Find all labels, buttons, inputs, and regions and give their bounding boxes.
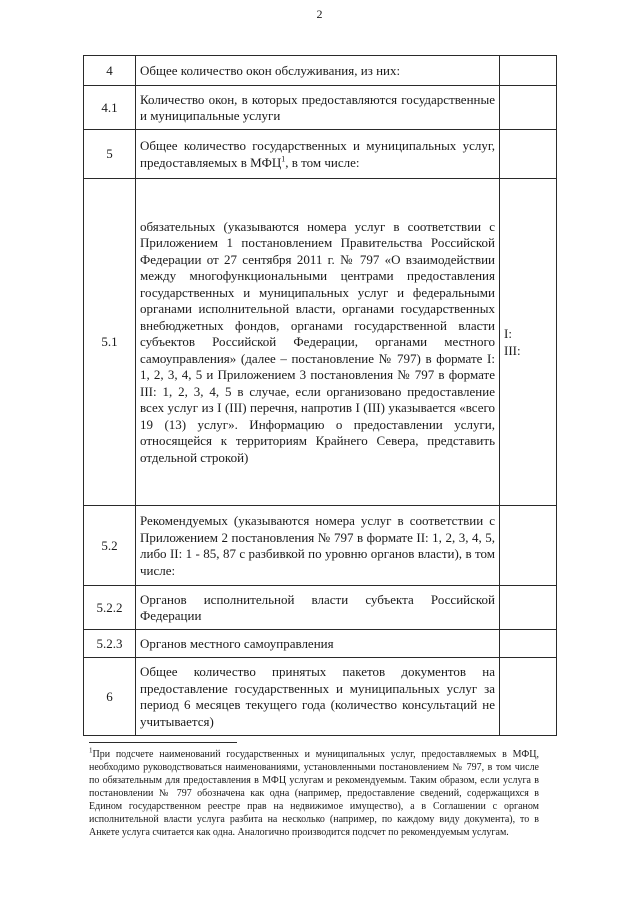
row-number: 6 [84, 658, 136, 736]
row-value-cell[interactable] [500, 56, 557, 86]
footnote-reference: 1 [281, 154, 286, 164]
row-description-text-tail: , в том числе: [285, 154, 360, 170]
row-value-cell[interactable] [500, 130, 557, 179]
format-i-label: I: [504, 326, 512, 341]
row-value-cell[interactable] [500, 179, 557, 506]
row-description: Органов исполнительной власти субъекта Российской Федерации [136, 586, 500, 630]
footnote-separator [89, 742, 237, 743]
survey-table [83, 55, 557, 736]
footnote [89, 748, 539, 839]
row-description: Органов местного самоуправления [136, 630, 500, 658]
row-value-cell[interactable] [500, 506, 557, 586]
table-row-4 [84, 56, 557, 86]
footnote-text: При подсчете наименований государственных и муниципальных услуг, предоставляемых в МФЦ, необходимо руководствоваться наименованиями, установленными постановлением № 797, в том числе по обязательным для предоставления в МФЦ услугам и рекомендуемым. Таким образом, если услуга в постановлении № 797 обозначена как одна (например, предоставление сведений, содержащихся в Едином государственном реестре прав на недвижимое имущество), а в Соглашении с органом исполнительной власти услуга разбита на несколько (например, по каждому виду документа), то в Анкете услуга считается как одна. Аналогично производится подсчет по рекомендуемым услугам. [89, 749, 539, 838]
row-description: Общее количество окон обслуживания, из них: [136, 56, 500, 86]
row-number: 5 [84, 130, 136, 179]
table-row-5-1 [84, 179, 557, 506]
table-row-5-2-3 [84, 630, 557, 658]
row-number: 5.2.3 [84, 630, 136, 658]
row-value-cell[interactable] [500, 658, 557, 736]
table-row-4-1 [84, 86, 557, 130]
row-description: Общее количество принятых пакетов документов на предоставление государственных и муниципальных услуг за период 6 месяцев текущего года (количество консультаций не учитывается) [136, 658, 500, 736]
row-number: 5.1 [84, 179, 136, 506]
table-row-6 [84, 658, 557, 736]
table-row-5 [84, 130, 557, 179]
row-description [136, 130, 500, 179]
row-value-cell[interactable] [500, 586, 557, 630]
row-description: Рекомендуемых (указываются номера услуг в соответствии с Приложением 2 постановления № 797 в формате II: 1, 2, 3, 4, 5, либо II: 1 - 85, 87 с разбивкой по уровню органов власти), в том числе: [136, 506, 500, 586]
format-iii-label: III: [504, 342, 521, 358]
footnote-marker: 1 [89, 746, 93, 755]
table-row-5-2 [84, 506, 557, 586]
row-number: 4 [84, 56, 136, 86]
row-number: 5.2 [84, 506, 136, 586]
table-row-5-2-2 [84, 586, 557, 630]
row-description: Количество окон, в которых предоставляются государственные и муниципальные услуги [136, 86, 500, 130]
row-value-cell[interactable] [500, 86, 557, 130]
row-description-text: Общее количество государственных и муниципальных услуг, предоставляемых в МФЦ [140, 138, 495, 170]
row-number: 5.2.2 [84, 586, 136, 630]
row-number: 4.1 [84, 86, 136, 130]
row-description: обязательных (указываются номера услуг в соответствии с Приложением 1 постановлением Правительства Российской Федерации от 27 сентября 2011 г. № 797 «О взаимодействии между многофункциональными центрами предоставления государственных и муниципальных услуг и федеральными органами исполнительной власти, органами государственных внебюджетных фондов, органами государственной власти субъектов Российской Федерации, органами местного самоуправления» (далее – постановление № 797) в формате I: 1, 2, 3, 4, 5 и Приложением 3 постановления № 797 в формате III: 1, 2, 3, 4, 5 в случае, если организовано предоставление всех услуг из I (III) перечня, напротив I (III) указывается «всего 19 (13) услуг». Информацию о предоставлении услуги, относящейся к территориям Крайнего Севера, представить отдельной строкой) [136, 179, 500, 506]
row-value-cell[interactable] [500, 630, 557, 658]
page-number: 2 [316, 7, 323, 21]
